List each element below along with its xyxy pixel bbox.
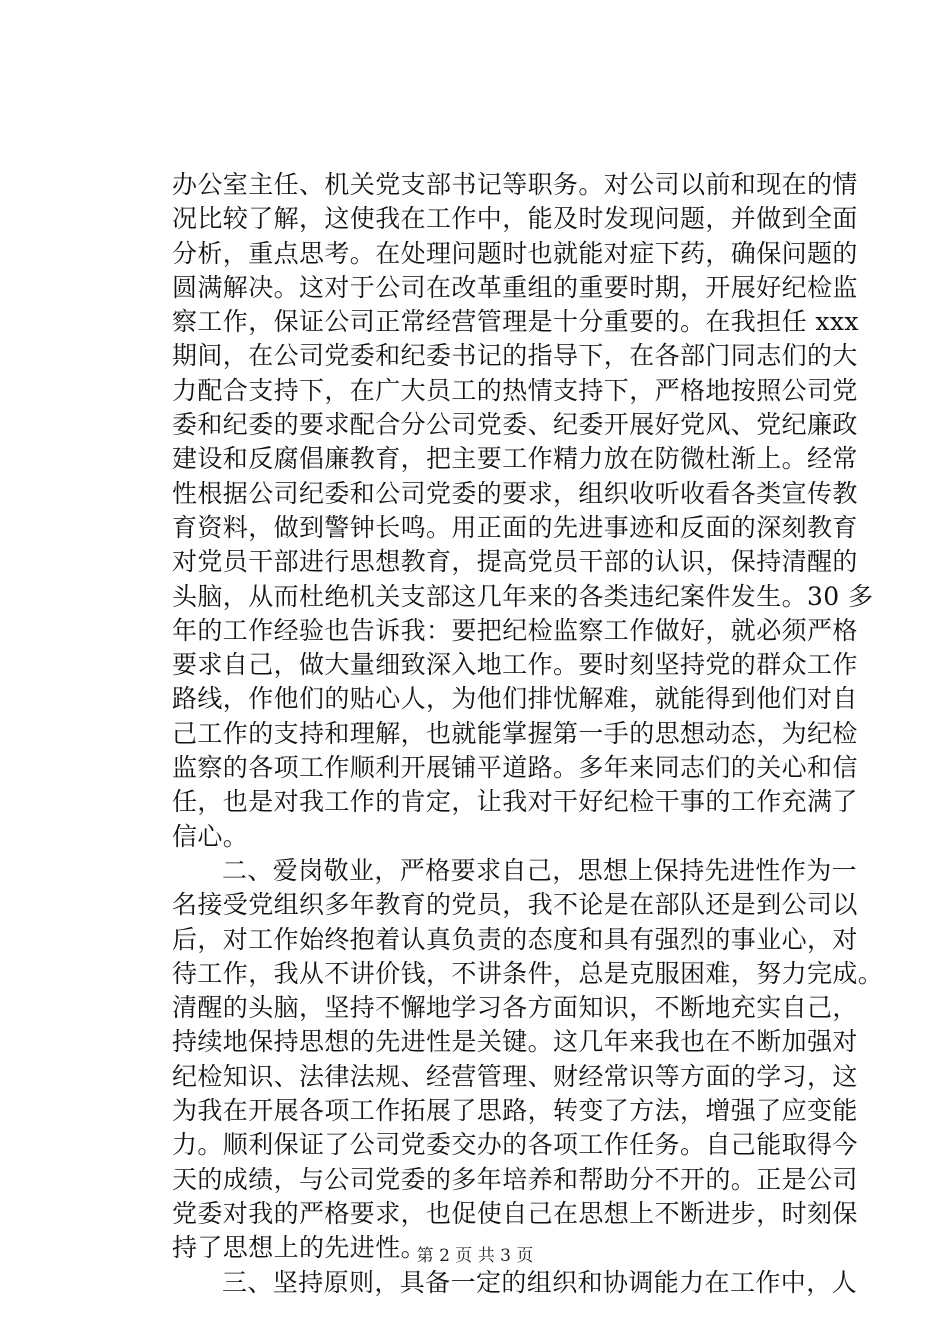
text-line: 名接受党组织多年教育的党员，我不论是在部队还是到公司以 — [172, 890, 858, 920]
text-line: 力配合支持下，在广大员工的热情支持下，严格地按照公司党 — [172, 375, 858, 405]
body-text — [172, 168, 884, 1300]
text-line: 任，也是对我工作的肯定，让我对干好纪检干事的工作充满了 — [172, 787, 858, 817]
text-line: 天的成绩，与公司党委的多年培养和帮助分不开的。正是公司 — [172, 1164, 858, 1194]
text-line: 头脑，从而杜绝机关支部这几年来的各类违纪案件发生。30 多 — [172, 581, 874, 611]
page-footer: 第 2 页 共 3 页 — [416, 1246, 534, 1266]
text-line: 路线，作他们的贴心人，为他们排忧解难，就能得到他们对自 — [172, 684, 858, 714]
text-line: 对党员干部进行思想教育，提高党员干部的认识，保持清醒的 — [172, 547, 858, 577]
text-line: 要求自己，做大量细致深入地工作。要时刻坚持党的群众工作 — [172, 650, 858, 680]
text-line: 持续地保持思想的先进性是关键。这几年来我也在不断加强对 — [172, 1027, 858, 1057]
text-line: 期间，在公司党委和纪委书记的指导下，在各部门同志们的大 — [172, 341, 858, 371]
text-line: 年的工作经验也告诉我：要把纪检监察工作做好，就必须严格 — [172, 615, 858, 645]
text-line: 办公室主任、机关党支部书记等职务。对公司以前和现在的情 — [172, 170, 858, 199]
text-line: 察工作，保证公司正常经营管理是十分重要的。在我担任 xxx — [172, 307, 859, 337]
text-line: 持了思想上的先进性。 — [172, 1233, 427, 1263]
text-line: 建设和反腐倡廉教育，把主要工作精力放在防微杜渐上。经常 — [172, 444, 858, 474]
text-line: 二、爱岗敬业，严格要求自己，思想上保持先进性作为一 — [222, 855, 858, 885]
text-line: 待工作，我从不讲价钱，不讲条件，总是克服困难，努力完成。 — [172, 958, 884, 988]
text-line: 况比较了解，这使我在工作中，能及时发现问题，并做到全面 — [172, 204, 858, 234]
text-line: 育资料，做到警钟长鸣。用正面的先进事迹和反面的深刻教育 — [172, 512, 858, 542]
text-line: 为我在开展各项工作拓展了思路，转变了方法，增强了应变能 — [172, 1096, 858, 1126]
text-line: 性根据公司纪委和公司党委的要求，组织收听收看各类宣传教 — [172, 478, 858, 508]
text-line: 委和纪委的要求配合分公司党委、纪委开展好党风、党纪廉政 — [172, 410, 858, 440]
text-line: 圆满解决。这对于公司在改革重组的重要时期，开展好纪检监 — [172, 272, 858, 302]
text-line: 纪检知识、法律法规、经营管理、财经常识等方面的学习，这 — [172, 1061, 858, 1091]
text-line: 力。顺利保证了公司党委交办的各项工作任务。自己能取得今 — [172, 1130, 858, 1160]
text-line: 党委对我的严格要求，也促使自己在思想上不断进步，时刻保 — [172, 1198, 858, 1228]
text-line: 信心。 — [172, 821, 249, 851]
text-line: 己工作的支持和理解，也就能掌握第一手的思想动态，为纪检 — [172, 718, 858, 748]
text-line: 后，对工作始终抱着认真负责的态度和具有强烈的事业心，对 — [172, 924, 858, 954]
text-line: 分析，重点思考。在处理问题时也就能对症下药，确保问题的 — [172, 238, 858, 268]
text-line: 清醒的头脑，坚持不懈地学习各方面知识，不断地充实自己， — [172, 993, 858, 1023]
text-line: 三、坚持原则，具备一定的组织和协调能力在工作中，人 — [222, 1267, 858, 1297]
text-line: 监察的各项工作顺利开展铺平道路。多年来同志们的关心和信 — [172, 753, 858, 783]
